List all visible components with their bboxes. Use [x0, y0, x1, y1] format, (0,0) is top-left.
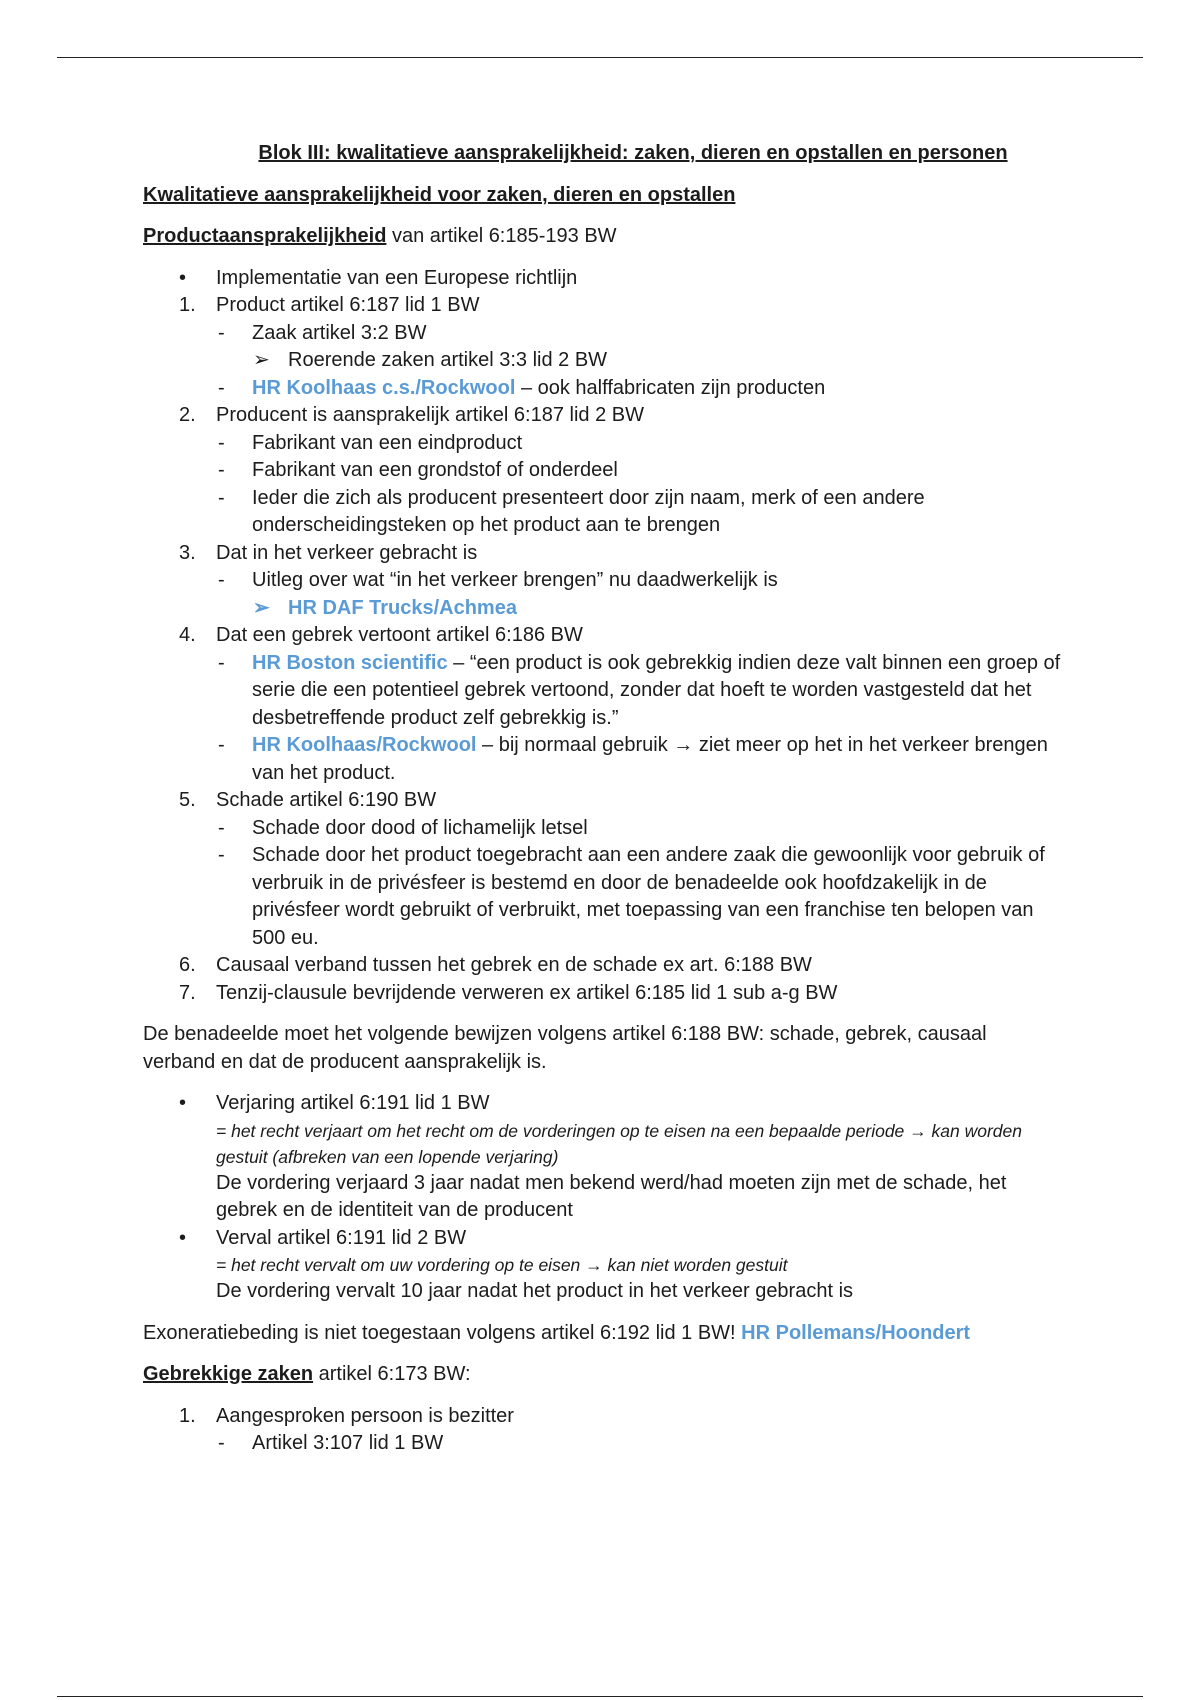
- definition-note: = het recht vervalt om uw vordering op te eisen → kan niet worden gestuit: [216, 1255, 788, 1275]
- top-rule: [57, 57, 1143, 58]
- dash-icon: -: [218, 486, 225, 509]
- dash-icon: -: [218, 734, 225, 756]
- product-heading-rest: van artikel 6:185-193 BW: [386, 225, 617, 247]
- dash-icon: -: [218, 844, 225, 866]
- list-number: 1.: [179, 294, 196, 316]
- subsub-item: ➢ Roerende zaken artikel 3:3 lid 2 BW: [143, 347, 1063, 375]
- sub-item: - Uitleg over wat “in het verkeer brengen” nu daadwerkelijk is: [143, 567, 1063, 595]
- list-number: 4.: [179, 624, 196, 646]
- case-reference: HR Boston scientific: [252, 651, 448, 674]
- section-heading: Kwalitatieve aansprakelijkheid voor zaken, dieren en opstallen: [143, 183, 736, 206]
- list-item: 6. Causaal verband tussen het gebrek en de schade ex art. 6:188 BW: [143, 952, 1063, 980]
- list-number: 3.: [179, 541, 196, 564]
- case-reference: HR Koolhaas c.s./Rockwool: [252, 376, 516, 399]
- sub-item: - Zaak artikel 3:2 BW: [143, 320, 1063, 348]
- list-item-text: De vordering verjaard 3 jaar nadat men bekend werd/had moeten zijn met de schade, het gebrek en de identiteit van de producent: [216, 1171, 1007, 1221]
- dash-icon: -: [218, 651, 225, 674]
- list-item: 7. Tenzij-clausule bevrijdende verweren ex artikel 6:185 lid 1 sub a-g BW: [143, 980, 1063, 1008]
- arrowhead-icon: ➢: [253, 349, 270, 371]
- bullet-icon: •: [179, 1092, 187, 1114]
- sub-item: - HR Koolhaas/Rockwool – bij normaal gebruik → ziet meer op het in het verkeer brengen van het product.: [218, 734, 1048, 784]
- sub-item: - Schade door dood of lichamelijk letsel: [143, 815, 1063, 843]
- bottom-rule: [57, 1696, 1143, 1697]
- dash-icon: -: [218, 569, 225, 591]
- product-heading-bold: Productaansprakelijkheid: [143, 225, 387, 247]
- list-item-text: De vordering vervalt 10 jaar nadat het product in het verkeer gebracht is: [216, 1280, 854, 1302]
- dash-icon: -: [218, 376, 225, 399]
- limitation-list: [143, 1090, 1063, 1306]
- dash-icon: -: [218, 816, 225, 839]
- list-item: • Verval artikel 6:191 lid 2 BW: [143, 1225, 1063, 1253]
- dash-icon: -: [218, 1432, 225, 1454]
- document-body: [143, 140, 1063, 1458]
- dash-icon: -: [218, 321, 225, 344]
- page-title: Blok III: kwalitatieve aansprakelijkheid: zaken, dieren en opstallen en personen: [258, 142, 1008, 164]
- sub-item: - Fabrikant van een grondstof of onderdeel: [143, 457, 1063, 485]
- list-item: • Implementatie van een Europese richtlijn: [143, 265, 1063, 293]
- case-reference: HR DAF Trucks/Achmea: [288, 596, 517, 619]
- list-item: 5. Schade artikel 6:190 BW: [143, 787, 1063, 815]
- case-reference: HR Pollemans/Hoondert: [741, 1321, 971, 1344]
- product-list: [143, 265, 1063, 1008]
- exoneration-paragraph: Exoneratiebeding is niet toegestaan volgens artikel 6:192 lid 1 BW! HR Pollemans/Hoondert: [143, 1321, 971, 1344]
- sub-item: - Artikel 3:107 lid 1 BW: [143, 1430, 1063, 1458]
- list-item: 3. Dat in het verkeer gebracht is: [143, 540, 1063, 568]
- arrow-icon: →: [673, 734, 694, 756]
- sub-item: - HR Koolhaas c.s./Rockwool – ook halffabricaten zijn producten: [143, 375, 1063, 403]
- defective-goods-list: [143, 1403, 1063, 1458]
- list-item: 1. Product artikel 6:187 lid 1 BW: [143, 292, 1063, 320]
- case-reference: HR Koolhaas/Rockwool: [252, 734, 477, 756]
- subsub-item: [143, 595, 1063, 623]
- sub-item: - Fabrikant van een eindproduct: [143, 430, 1063, 458]
- list-item: 4. Dat een gebrek vertoont artikel 6:186 BW: [143, 622, 1063, 650]
- list-item: 2. Producent is aansprakelijk artikel 6:187 lid 2 BW: [143, 402, 1063, 430]
- defective-goods-heading-bold: Gebrekkige zaken: [143, 1363, 314, 1385]
- list-item: • Verjaring artikel 6:191 lid 1 BW: [143, 1090, 1063, 1118]
- list-number: 2.: [179, 404, 196, 426]
- sub-item: - Schade door het product toegebracht aan een andere zaak die gewoonlijk voor gebruik of verbruik in de privésfeer is bestemd en door de benadeelde ook hoofdzakelijk in de privésfeer wordt gebruikt of verbruikt, met toepassing van een franchise ten belopen van 500 eu.: [218, 844, 1045, 949]
- list-number: 1.: [179, 1404, 196, 1427]
- list-number: 5.: [179, 789, 196, 811]
- dash-icon: -: [218, 459, 225, 481]
- product-heading: [143, 223, 1063, 251]
- definition-note: = het recht verjaart om het recht om de vorderingen op te eisen na een bepaalde periode → kan worden gestuit (afbreken van een lopende verjaring): [216, 1120, 1022, 1167]
- proof-paragraph: De benadeelde moet het volgende bewijzen volgens artikel 6:188 BW: schade, gebrek, causaal verband en dat de producent aansprakelijk is.: [143, 1023, 987, 1073]
- bullet-icon: •: [179, 1226, 187, 1249]
- arrow-icon: →: [585, 1255, 603, 1275]
- list-number: 7.: [179, 981, 196, 1004]
- arrowhead-icon: ➢: [253, 596, 270, 619]
- sub-item: - Ieder die zich als producent presenteert door zijn naam, merk of een andere onderscheidingsteken op het product aan te brengen: [218, 486, 925, 536]
- dash-icon: -: [218, 431, 225, 454]
- bullet-icon: •: [179, 266, 187, 289]
- arrow-icon: →: [909, 1120, 927, 1141]
- list-item: 1. Aangesproken persoon is bezitter: [143, 1403, 1063, 1431]
- defective-goods-heading: Gebrekkige zaken artikel 6:173 BW:: [143, 1363, 471, 1385]
- sub-item: - HR Boston scientific – “een product is ook gebrekkig indien deze valt binnen een groep of serie die een potentieel gebrek vertoond, zonder dat hoeft te worden vastgesteld dat het desbetreffende product zelf gebrekkig is.”: [218, 651, 1061, 729]
- list-number: 6.: [179, 954, 196, 976]
